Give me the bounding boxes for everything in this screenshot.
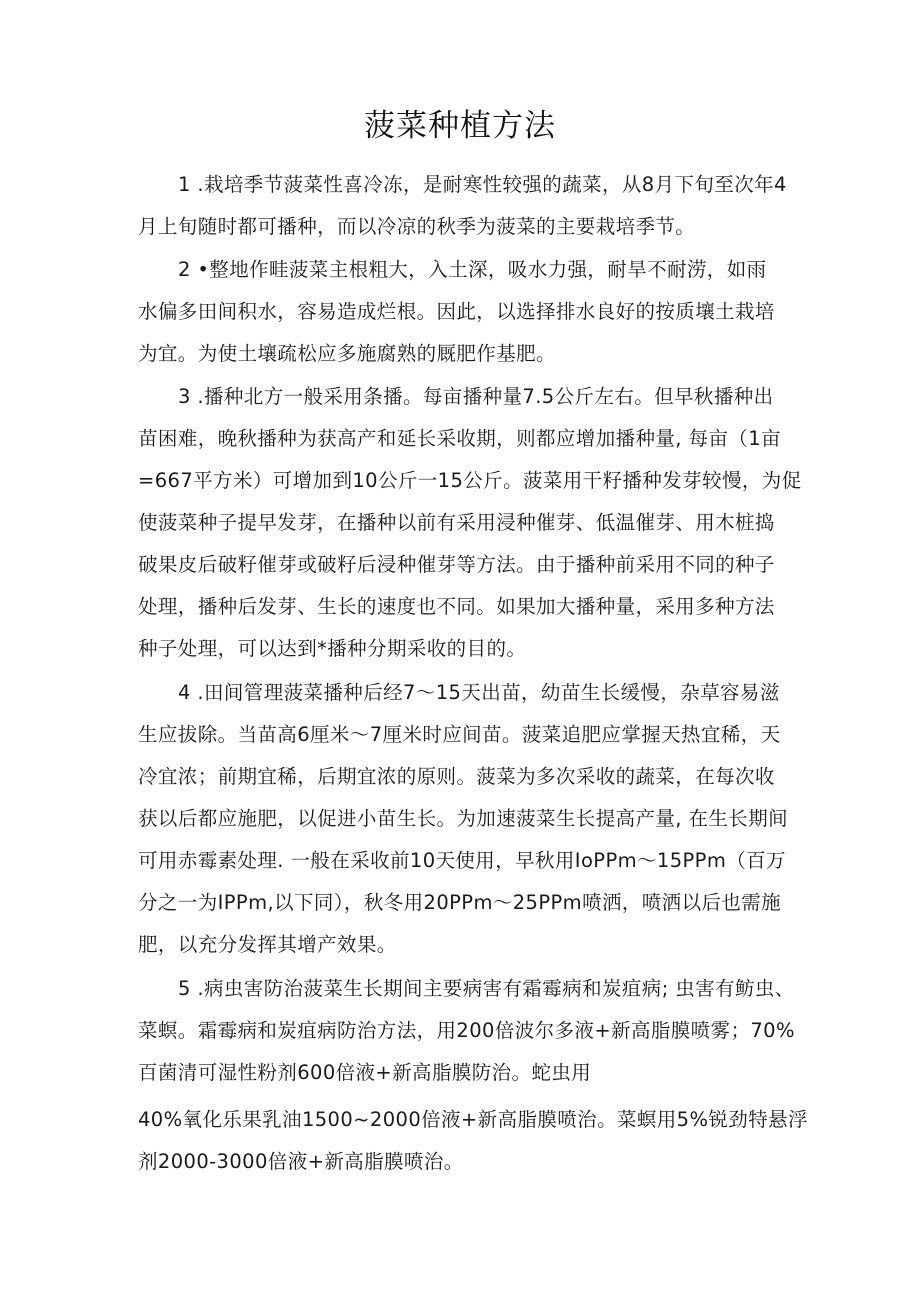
paragraph-line: 冷宜浓；前期宜稀，后期宜浓的原则。菠菜为多次采收的蔬菜，在每次收 — [138, 765, 775, 788]
paragraph-line: 分之一为IPPm,以下同），秋冬用20PPm～25PPm喷洒，喷洒以后也需施 — [138, 891, 782, 914]
paragraph-line: 月上旬随时都可播种，而以冷凉的秋季为菠菜的主要栽培季节。 — [138, 215, 696, 238]
paragraph-line: 生应拔除。当苗高6厘米～7厘米时应间苗。菠菜追肥应掌握天热宜稀，天 — [138, 723, 781, 746]
paragraph-line: 处理，播种后发芽、生长的速度也不同。如果加大播种量，采用多种方法 — [138, 595, 775, 618]
paragraph-line: 肥，以充分发挥其增产效果。 — [138, 933, 397, 956]
paragraph-line: 获以后都应施肥，以促进小苗生长。为加速菠菜生长提高产量, 在生长期间 — [138, 807, 788, 830]
paragraph-line: 苗困难，晚秋播种为获高产和延长采收期，则都应增加播种量, 每亩（1亩 — [138, 427, 781, 450]
paragraph-line: 4 .田间管理菠菜播种后经7～15天出苗，幼苗生长缓慢，杂草容易滋 — [178, 681, 780, 704]
paragraph-line: 水偏多田间积水，容易造成烂根。因此，以选择排水良好的按质壤土栽培 — [138, 300, 775, 323]
paragraph-line: 2 •整地作畦菠菜主根粗大，入土深，吸水力强，耐旱不耐涝，如雨 — [178, 258, 767, 281]
paragraph-line: 使菠菜种子提早发芽，在播种以前有采用浸种催芽、低温催芽、用木桩捣 — [138, 511, 775, 534]
paragraph-line: 5 .病虫害防治菠菜生长期间主要病害有霜霉病和炭疽病; 虫害有鲂虫、 — [178, 977, 795, 1000]
paragraph-line: 百菌清可湿性粉剂600倍液+新高脂膜防治。蛇虫用 — [138, 1061, 592, 1084]
paragraph-line: =667平方米）可增加到10公斤一15公斤。菠菜用干籽播种发芽较慢，为促 — [138, 469, 802, 492]
document-title: 菠菜种植方法 — [364, 108, 556, 144]
paragraph-line: 1 .栽培季节菠菜性喜冷冻，是耐寒性较强的蔬菜，从8月下旬至次年4 — [178, 173, 787, 196]
paragraph-line: 40%氧化乐果乳油1500~2000倍液+新高脂膜喷治。菜螟用5%锐劲特悬浮 — [138, 1108, 808, 1131]
paragraph-line: 破果皮后破籽催芽或破籽后浸种催芽等方法。由于播种前采用不同的种子 — [138, 553, 775, 576]
paragraph-line: 菜螟。霜霉病和炭疽病防治方法，用200倍波尔多液+新高脂膜喷雾；70% — [138, 1019, 795, 1042]
paragraph-line: 3 .播种北方一般采用条播。每亩播种量7.5公斤左右。但早秋播种出 — [178, 385, 774, 408]
paragraph-line: 为宜。为使土壤疏松应多施腐熟的厩肥作基肥。 — [138, 342, 556, 365]
paragraph-line: 剂2000-3000倍液+新高脂膜喷治。 — [138, 1150, 464, 1173]
paragraph-line: 种子处理，可以达到*播种分期采收的目的。 — [138, 637, 527, 660]
paragraph-line: 可用赤霉素处理. 一般在采收前10天使用，早秋用IoPPm～15PPm（百万 — [138, 849, 786, 872]
